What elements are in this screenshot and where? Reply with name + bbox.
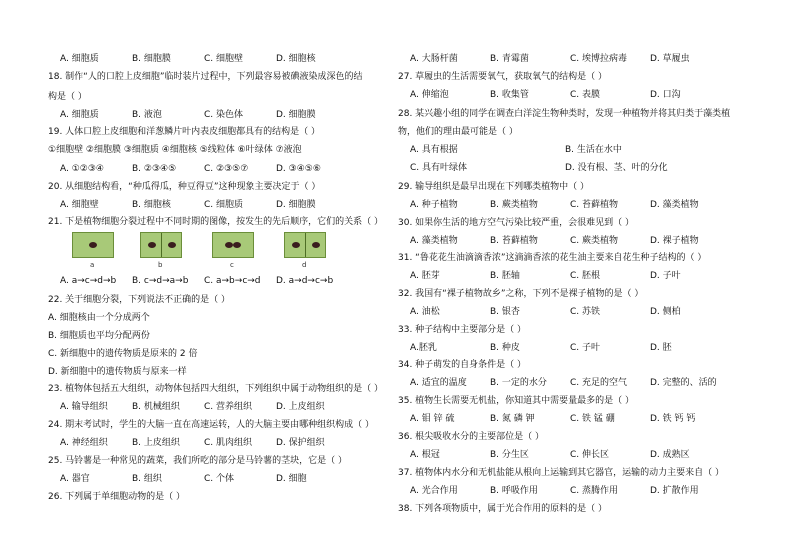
answer-option: C. 苏铁 [570, 307, 601, 317]
cell-label: c [230, 261, 234, 269]
answer-option: A. 油松 [410, 307, 440, 317]
question-line: ①细胞壁 ②细胞膜 ③细胞质 ④细胞核 ⑤线粒体 ⑥叶绿体 ⑦液泡 [48, 145, 302, 155]
nucleus [233, 242, 241, 248]
answer-option: D. 上皮组织 [276, 402, 325, 412]
answer-option: B. 青霉菌 [490, 54, 529, 64]
answer-option: D. 保护组织 [276, 438, 325, 448]
answer-option: D. 成熟区 [650, 450, 690, 460]
answer-option: D. 子叶 [650, 271, 681, 281]
nucleus [168, 242, 176, 248]
cell-label: b [158, 261, 163, 269]
answer-option: D. 细胞膜 [276, 200, 316, 210]
nucleus [225, 242, 233, 248]
question-line: 19. 人体口腔上皮细胞和洋葱鳞片叶内表皮细胞都具有的结构是（ ） [48, 127, 321, 137]
answer-option: B. 细胞膜 [132, 54, 171, 64]
question-line: 23. 植物体包括五大组织，动物体包括四大组织，下列组织中属于动物组织的是（ ） [48, 384, 384, 394]
answer-option: C. 子叶 [570, 343, 601, 353]
question-line: 29. 输导组织是最早出现在下列哪类植物中（ ） [398, 182, 590, 192]
question-line: 31. “鲁花花生油滴滴香浓”这滴滴香浓的花生油主要来自花生种子结构的（ ） [398, 253, 707, 263]
answer-option: A. 大肠杆菌 [410, 54, 458, 64]
answer-option: B. 种皮 [490, 343, 520, 353]
question-line: 21. 下是植物细胞分裂过程中不同时期的图像，按发生的先后顺序，它们的关系（ ） [48, 217, 384, 227]
answer-option: A. 钼 锌 硫 [410, 414, 455, 424]
answer-option: C. 细胞质 [204, 200, 244, 210]
answer-option: A. 适宜的温度 [410, 378, 467, 388]
answer-option: A. 细胞壁 [60, 200, 99, 210]
answer-option: D. 细胞膜 [276, 110, 316, 120]
answer-option: D. 铁 钙 钙 [650, 414, 696, 424]
answer-option: D. 胚 [650, 343, 672, 353]
answer-option: B. 机械组织 [132, 402, 180, 412]
nucleus [292, 242, 300, 248]
question-line: 34. 种子萌发的自身条件是（ ） [398, 360, 527, 370]
answer-option: A. ①②③④ [60, 164, 104, 174]
answer-option: A. 光合作用 [410, 486, 458, 496]
answer-option: A. 神经组织 [60, 438, 108, 448]
nucleus [89, 242, 97, 248]
answer-option: D. 扩散作用 [650, 486, 699, 496]
answer-option: A. 根冠 [410, 450, 440, 460]
answer-option: B. 细胞核 [132, 200, 171, 210]
answer-option: A. a→c→d→b [60, 276, 117, 286]
answer-option: B. 一定的水分 [490, 378, 547, 388]
answer-option: C. 充足的空气 [570, 378, 628, 388]
answer-option: C. 表膜 [570, 90, 601, 100]
question-line: 27. 草履虫的生活需要氧气，获取氧气的结构是（ ） [398, 72, 608, 82]
question-line: 28. 某兴趣小组的同学在调查白洋淀生物种类时，发现一种植物并将其归类于藻类植 [398, 109, 731, 119]
answer-option: C. 个体 [204, 474, 235, 484]
cell-wall-divider [161, 233, 162, 257]
question-line: 22. 关于细胞分裂，下列说法不正确的是（ ） [48, 295, 231, 305]
question-line: 36. 根尖吸收水分的主要部位是（ ） [398, 432, 545, 442]
question-line: 38. 下列各项物质中，属于光合作用的原料的是（ ） [398, 504, 608, 514]
answer-option: C. 伸长区 [570, 450, 610, 460]
question-line: 18. 制作“人的口腔上皮细胞”临时装片过程中，下列最容易被碘液染成深色的结 [48, 72, 363, 82]
answer-option: C. 蕨类植物 [570, 236, 619, 246]
answer-option: C. 具有叶绿体 [410, 163, 468, 173]
answer-option: C. 苔藓植物 [570, 200, 619, 210]
answer-option: B. 银杏 [490, 307, 520, 317]
answer-option: B. 胚轴 [490, 271, 520, 281]
answer-option: C. 染色体 [204, 110, 244, 120]
plant-cell [212, 232, 254, 258]
answer-option: B. 组织 [132, 474, 162, 484]
answer-option: D. 口沟 [650, 90, 681, 100]
answer-option: A. 细胞质 [60, 110, 99, 120]
question-line: B. 细胞质也平均分配两份 [48, 331, 150, 341]
answer-option: D. a→d→c→b [276, 276, 334, 286]
answer-option: B. ②③④⑤ [132, 164, 177, 174]
answer-option: B. 蕨类植物 [490, 200, 538, 210]
question-line: 30. 如果你生活的地方空气污染比较严重，会很难见到（ ） [398, 218, 635, 228]
nucleus [312, 242, 320, 248]
answer-option: D. ③④⑤⑥ [276, 164, 321, 174]
question-line: 32. 我国有“裸子植物故乡”之称，下列不是裸子植物的是（ ） [398, 289, 644, 299]
question-line: D. 新细胞中的遗传物质与原来一样 [48, 367, 187, 377]
answer-option: A. 种子植物 [410, 200, 458, 210]
question-line: 37. 植物体内水分和无机盐能从根向上运输到其它器官，运输的动力主要来自（ ） [398, 468, 725, 478]
answer-option: A. 胚芽 [410, 271, 440, 281]
answer-option: C. ②③⑤⑦ [204, 164, 249, 174]
answer-option: C. a→b→c→d [204, 276, 261, 286]
question-line: 26. 下列属于单细胞动物的是（ ） [48, 492, 186, 502]
answer-option: C. 胚根 [570, 271, 601, 281]
question-line: 20. 从细胞结构看，“种瓜得瓜，种豆得豆”这种现象主要决定于（ ） [48, 182, 321, 192]
answer-option: B. 液泡 [132, 110, 162, 120]
question-line: 构是（ ） [48, 92, 87, 102]
answer-option: C. 埃博拉病毒 [570, 54, 628, 64]
answer-option: D. 侧柏 [650, 307, 681, 317]
plant-cell [72, 232, 114, 258]
answer-option: A. 细胞质 [60, 54, 99, 64]
answer-option: D. 没有根、茎、叶的分化 [565, 163, 668, 173]
answer-option: B. 生活在水中 [565, 145, 622, 155]
answer-option: A. 藻类植物 [410, 236, 458, 246]
answer-option: A. 器官 [60, 474, 90, 484]
answer-option: B. 分生区 [490, 450, 529, 460]
answer-option: C. 蒸腾作用 [570, 486, 619, 496]
answer-option: B. 上皮组织 [132, 438, 180, 448]
cell-wall-divider [305, 233, 306, 257]
question-line: 25. 马铃薯是一种常见的蔬菜，我们所吃的部分是马铃薯的茎块，它是（ ） [48, 456, 348, 466]
question-line: 35. 植物生长需要无机盐，你知道其中需要量最多的是（ ） [398, 396, 635, 406]
answer-option: C. 细胞壁 [204, 54, 244, 64]
answer-option: D. 细胞核 [276, 54, 316, 64]
answer-option: B. 呼吸作用 [490, 486, 538, 496]
question-line: 33. 种子结构中主要部分是（ ） [398, 325, 527, 335]
answer-option: D. 藻类植物 [650, 200, 699, 210]
plant-cell [284, 232, 326, 258]
answer-option: A. 输导组织 [60, 402, 108, 412]
cell-label: d [302, 261, 307, 269]
cell-label: a [90, 261, 95, 269]
answer-option: D. 细胞 [276, 474, 307, 484]
answer-option: B. 氮 磷 钾 [490, 414, 535, 424]
answer-option: D. 完整的、活的 [650, 378, 717, 388]
question-line: 24. 期末考试时，学生的大脑一直在高速运转，人的大脑主要由哪种组织构成（ ） [48, 420, 375, 430]
answer-option: C. 铁 锰 硼 [570, 414, 615, 424]
answer-option: A. 具有根据 [410, 145, 458, 155]
question-line: 物，他们的理由最可能是（ ） [398, 127, 518, 137]
answer-option: C. 肌肉组织 [204, 438, 253, 448]
answer-option: B. 苔藓植物 [490, 236, 538, 246]
answer-option: A.胚乳 [410, 343, 437, 353]
question-line: C. 新细胞中的遗传物质是原来的 2 倍 [48, 349, 198, 359]
nucleus [148, 242, 156, 248]
answer-option: A. 伸缩泡 [410, 90, 449, 100]
plant-cell [140, 232, 182, 258]
answer-option: D. 草履虫 [650, 54, 690, 64]
question-line: A. 细胞核由一个分成两个 [48, 313, 150, 323]
answer-option: B. 收集管 [490, 90, 529, 100]
answer-option: D. 裸子植物 [650, 236, 699, 246]
answer-option: B. c→d→a→b [132, 276, 189, 286]
answer-option: C. 营养组织 [204, 402, 253, 412]
